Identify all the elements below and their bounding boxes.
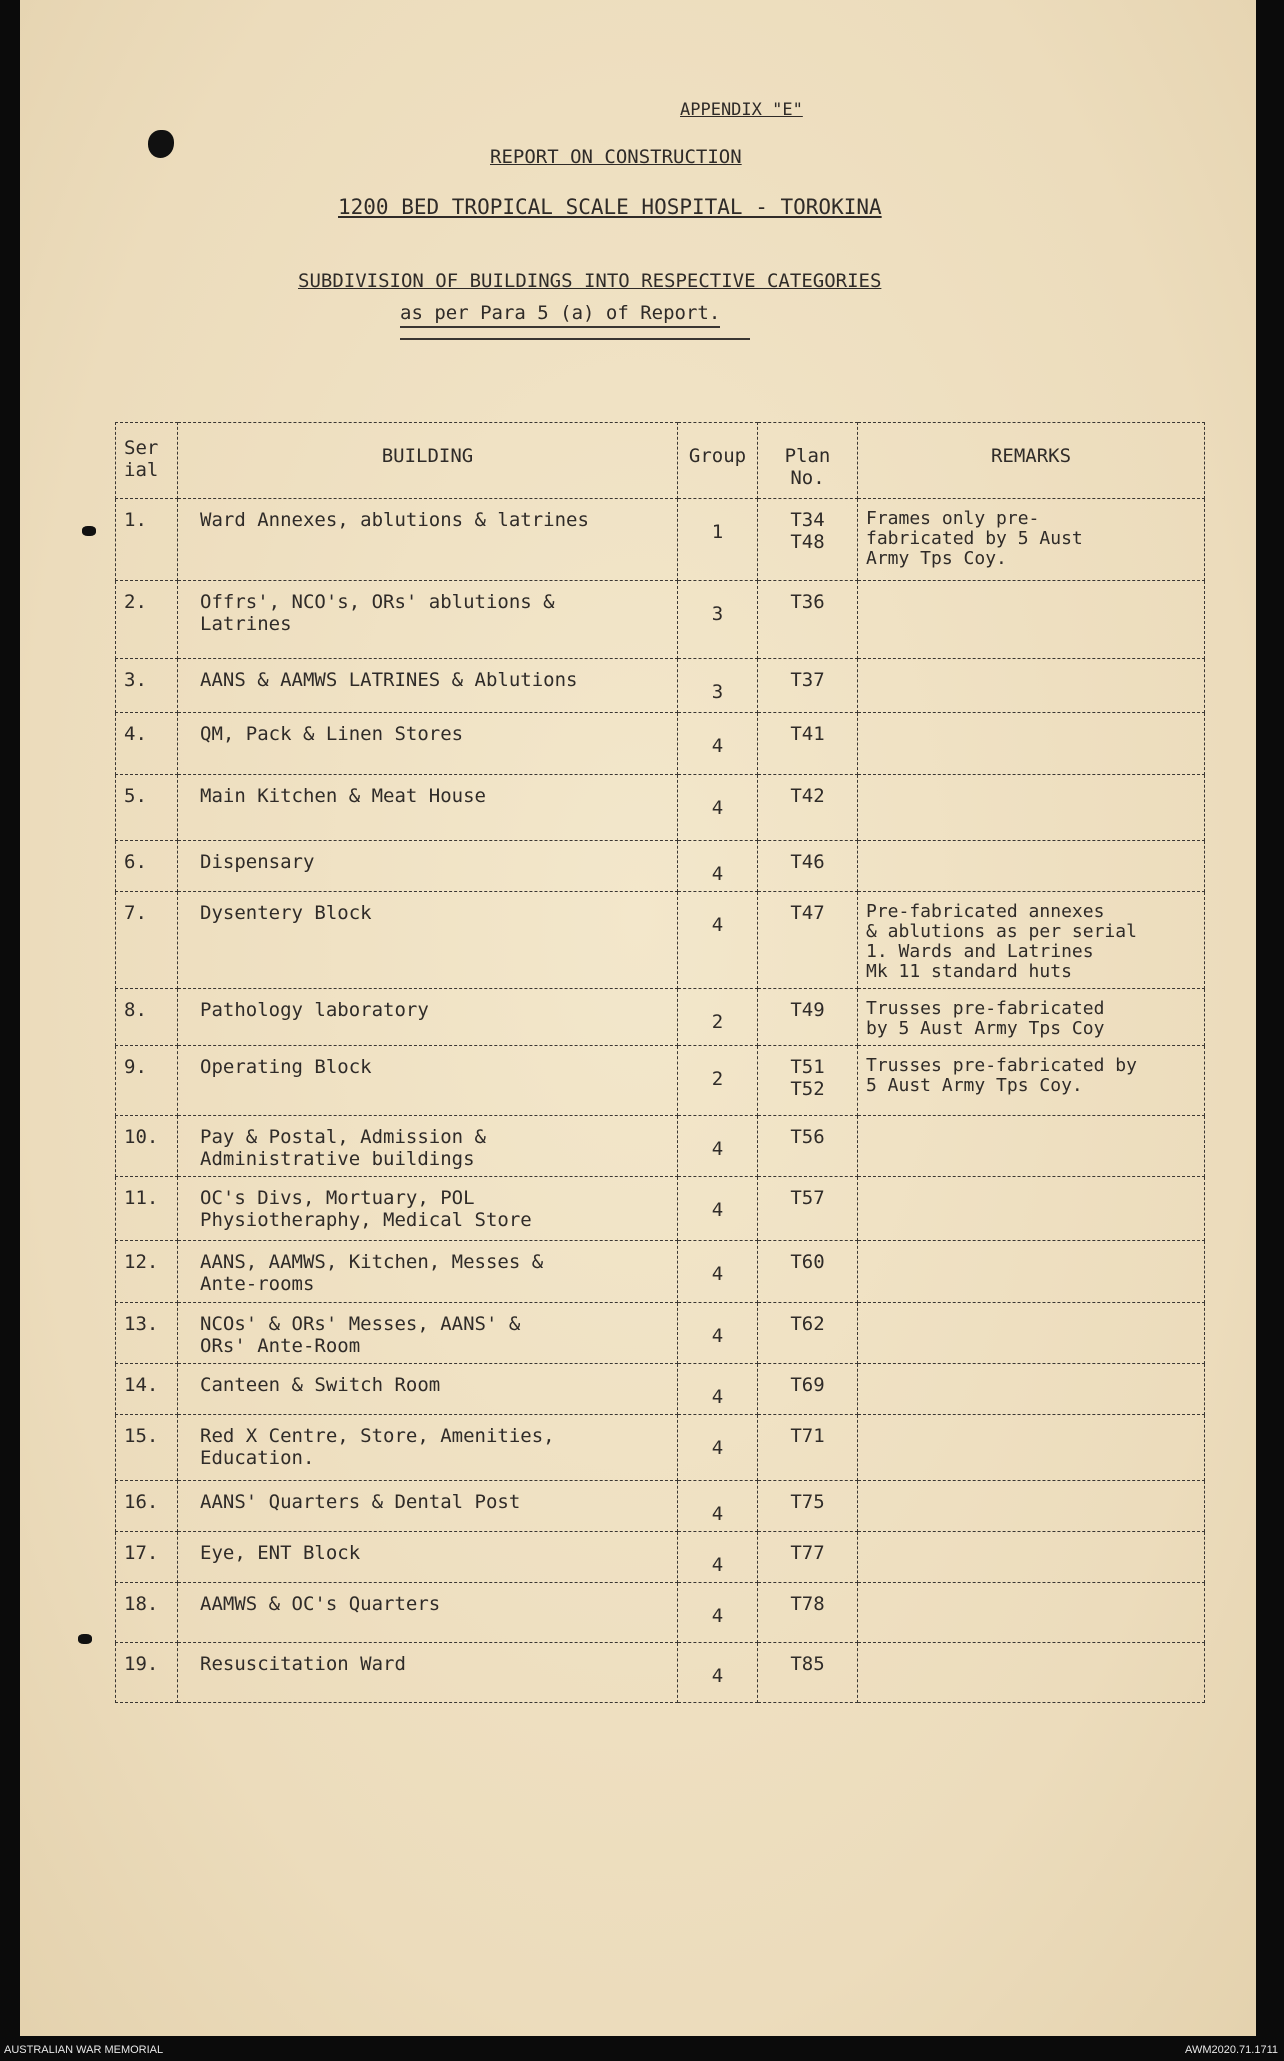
- table-row: [116, 775, 1205, 841]
- row-serial: 5.: [116, 775, 178, 841]
- row-building: Operating Block: [178, 1046, 678, 1116]
- header-group: Group: [678, 423, 758, 499]
- document-page: [20, 0, 1256, 2036]
- row-plan: T49: [758, 989, 858, 1046]
- row-remarks: Trusses pre-fabricated by 5 Aust Army Tps Coy.: [858, 1046, 1205, 1116]
- row-remarks: [858, 581, 1205, 659]
- row-remarks: Pre-fabricated annexes & ablutions as per serial 1. Wards and Latrines Mk 11 standard huts: [858, 892, 1205, 989]
- row-plan: T69: [758, 1364, 858, 1415]
- row-remarks: [858, 1481, 1205, 1532]
- row-serial: 4.: [116, 713, 178, 775]
- row-building: Resuscitation Ward: [178, 1643, 678, 1703]
- row-plan: T36: [758, 581, 858, 659]
- table-row: [116, 1583, 1205, 1643]
- row-remarks: [858, 1364, 1205, 1415]
- row-building: Dysentery Block: [178, 892, 678, 989]
- row-building: Eye, ENT Block: [178, 1532, 678, 1583]
- row-remarks: [858, 1116, 1205, 1177]
- row-group: 4: [678, 1583, 758, 1643]
- row-group: 4: [678, 1643, 758, 1703]
- buildings-table: [115, 422, 1205, 1703]
- row-group: 2: [678, 989, 758, 1046]
- row-serial: 15.: [116, 1415, 178, 1481]
- row-building: Offrs', NCO's, ORs' ablutions & Latrines: [178, 581, 678, 659]
- row-serial: 1.: [116, 499, 178, 581]
- row-group: 4: [678, 1415, 758, 1481]
- hospital-title: 1200 BED TROPICAL SCALE HOSPITAL - TOROKINA: [338, 195, 882, 219]
- table-row: [116, 1241, 1205, 1303]
- row-remarks: Trusses pre-fabricated by 5 Aust Army Tps Coy: [858, 989, 1205, 1046]
- row-plan: T57: [758, 1177, 858, 1241]
- footer-accession: AWM2020.71.1711: [1185, 2044, 1278, 2056]
- table-row: [116, 1532, 1205, 1583]
- ink-blot: [148, 130, 174, 158]
- row-group: 2: [678, 1046, 758, 1116]
- row-serial: 12.: [116, 1241, 178, 1303]
- row-remarks: [858, 1241, 1205, 1303]
- row-group: 4: [678, 713, 758, 775]
- row-remarks: [858, 659, 1205, 713]
- row-serial: 17.: [116, 1532, 178, 1583]
- row-remarks: Frames only pre- fabricated by 5 Aust Army Tps Coy.: [858, 499, 1205, 581]
- row-plan: T62: [758, 1303, 858, 1364]
- row-serial: 9.: [116, 1046, 178, 1116]
- row-building: Ward Annexes, ablutions & latrines: [178, 499, 678, 581]
- row-remarks: [858, 1177, 1205, 1241]
- table-row: [116, 1364, 1205, 1415]
- row-remarks: [858, 1583, 1205, 1643]
- row-plan: T77: [758, 1532, 858, 1583]
- row-serial: 7.: [116, 892, 178, 989]
- row-plan: T34 T48: [758, 499, 858, 581]
- row-plan: T78: [758, 1583, 858, 1643]
- table-row: [116, 659, 1205, 713]
- row-remarks: [858, 841, 1205, 892]
- row-serial: 11.: [116, 1177, 178, 1241]
- row-building: Canteen & Switch Room: [178, 1364, 678, 1415]
- header-serial: Ser ial: [116, 423, 178, 499]
- row-group: 3: [678, 659, 758, 713]
- row-plan: T85: [758, 1643, 858, 1703]
- row-plan: T42: [758, 775, 858, 841]
- row-remarks: [858, 1532, 1205, 1583]
- row-group: 3: [678, 581, 758, 659]
- row-group: 1: [678, 499, 758, 581]
- row-serial: 8.: [116, 989, 178, 1046]
- punch-mark: [82, 526, 96, 536]
- table-row: [116, 1481, 1205, 1532]
- footer-archive: AUSTRALIAN WAR MEMORIAL: [4, 2044, 164, 2056]
- row-serial: 19.: [116, 1643, 178, 1703]
- row-group: 4: [678, 841, 758, 892]
- row-plan: T71: [758, 1415, 858, 1481]
- row-group: 4: [678, 1116, 758, 1177]
- row-serial: 13.: [116, 1303, 178, 1364]
- row-group: 4: [678, 1177, 758, 1241]
- table-row: [116, 1303, 1205, 1364]
- row-building: Red X Centre, Store, Amenities, Education.: [178, 1415, 678, 1481]
- row-serial: 16.: [116, 1481, 178, 1532]
- row-building: Dispensary: [178, 841, 678, 892]
- header-plan: Plan No.: [758, 423, 858, 499]
- row-group: 4: [678, 775, 758, 841]
- subdivision-title: SUBDIVISION OF BUILDINGS INTO RESPECTIVE CATEGORIES: [298, 270, 882, 292]
- row-building: AANS, AAMWS, Kitchen, Messes & Ante-rooms: [178, 1241, 678, 1303]
- table-header-row: [116, 423, 1205, 499]
- table-row: [116, 1643, 1205, 1703]
- table-row: [116, 1116, 1205, 1177]
- row-building: AANS & AAMWS LATRINES & Ablutions: [178, 659, 678, 713]
- table-row: [116, 581, 1205, 659]
- row-plan: T37: [758, 659, 858, 713]
- row-group: 4: [678, 1481, 758, 1532]
- report-title: REPORT ON CONSTRUCTION: [490, 146, 742, 168]
- row-group: 4: [678, 892, 758, 989]
- row-serial: 3.: [116, 659, 178, 713]
- row-plan: T51 T52: [758, 1046, 858, 1116]
- row-serial: 10.: [116, 1116, 178, 1177]
- row-remarks: [858, 1303, 1205, 1364]
- table-row: [116, 1046, 1205, 1116]
- punch-mark: [78, 1634, 92, 1644]
- table-row: [116, 713, 1205, 775]
- row-group: 4: [678, 1241, 758, 1303]
- row-plan: T75: [758, 1481, 858, 1532]
- row-building: QM, Pack & Linen Stores: [178, 713, 678, 775]
- row-group: 4: [678, 1532, 758, 1583]
- row-serial: 2.: [116, 581, 178, 659]
- row-plan: T47: [758, 892, 858, 989]
- row-building: AANS' Quarters & Dental Post: [178, 1481, 678, 1532]
- row-serial: 14.: [116, 1364, 178, 1415]
- row-building: Pathology laboratory: [178, 989, 678, 1046]
- row-building: NCOs' & ORs' Messes, AANS' & ORs' Ante-Room: [178, 1303, 678, 1364]
- row-plan: T60: [758, 1241, 858, 1303]
- table-row: [116, 989, 1205, 1046]
- row-group: 4: [678, 1303, 758, 1364]
- table-row: [116, 1177, 1205, 1241]
- row-remarks: [858, 1643, 1205, 1703]
- row-remarks: [858, 775, 1205, 841]
- row-plan: T41: [758, 713, 858, 775]
- row-group: 4: [678, 1364, 758, 1415]
- row-serial: 18.: [116, 1583, 178, 1643]
- row-plan: T46: [758, 841, 858, 892]
- row-plan: T56: [758, 1116, 858, 1177]
- subdivision-subtitle: as per Para 5 (a) of Report.: [400, 302, 720, 328]
- row-building: Pay & Postal, Admission & Administrative buildings: [178, 1116, 678, 1177]
- table-row: [116, 1415, 1205, 1481]
- row-building: Main Kitchen & Meat House: [178, 775, 678, 841]
- row-building: AAMWS & OC's Quarters: [178, 1583, 678, 1643]
- header-remarks: REMARKS: [858, 423, 1205, 499]
- double-underline: [400, 338, 750, 340]
- table-row: [116, 499, 1205, 581]
- row-remarks: [858, 1415, 1205, 1481]
- row-building: OC's Divs, Mortuary, POL Physiotheraphy, Medical Store: [178, 1177, 678, 1241]
- row-remarks: [858, 713, 1205, 775]
- table-row: [116, 841, 1205, 892]
- table-row: [116, 892, 1205, 989]
- row-serial: 6.: [116, 841, 178, 892]
- header-building: BUILDING: [178, 423, 678, 499]
- appendix-label: APPENDIX "E": [680, 100, 803, 120]
